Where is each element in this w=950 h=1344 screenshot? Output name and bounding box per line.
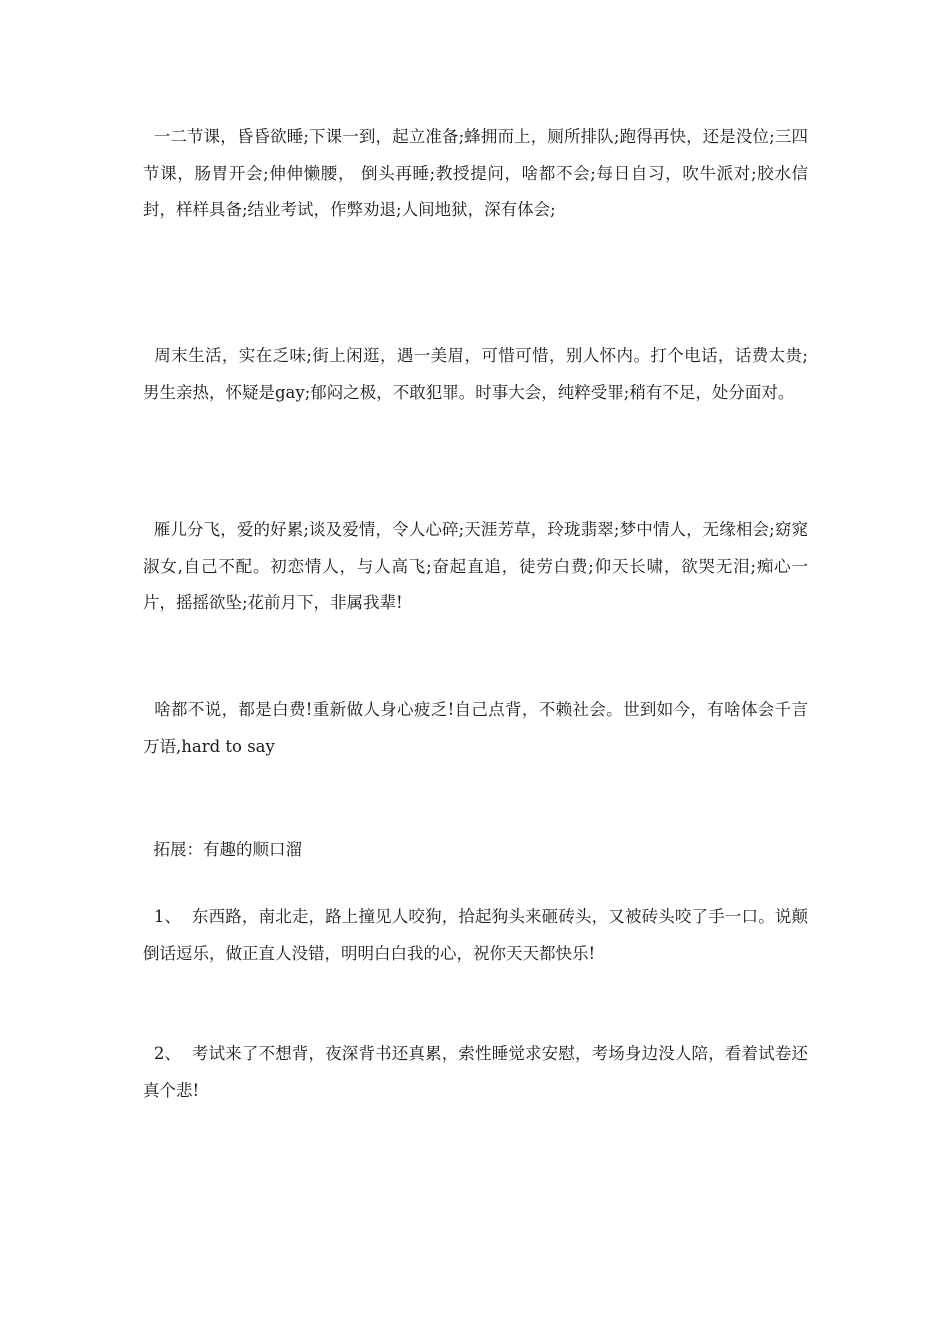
paragraph-conclusion: 啥都不说，都是白费!重新做人身心疲乏!自己点背，不赖社会。世到如今，有啥体会千言万语,hard to say (143, 700, 808, 756)
list-item-1: 1、 东西路，南北走，路上撞见人咬狗，拾起狗头来砸砖头，又被砖头咬了手一口。说颠倒话逗乐，做正直人没错，明明白白我的心，祝你天天都快乐! (143, 907, 808, 963)
list-item-2: 2、 考试来了不想背，夜深背书还真累，索性睡觉求安慰，考场身边没人陪，看着试卷还真个悲! (143, 1044, 808, 1100)
paragraph-class-schedule: 一二节课，昏昏欲睡;下课一到，起立准备;蜂拥而上，厕所排队;跑得再快，还是没位;三四节课，肠胃开会;伸伸懒腰， 倒头再睡;教授提问，啥都不会;每日自习，吹牛派对;胶水信封，样样具备;结业考试，作弊劝退;人间地狱，深有体会; (143, 127, 808, 219)
section-heading-extension: 拓展：有趣的顺口溜 (143, 840, 302, 859)
paragraph-love: 雁儿分飞，爱的好累;谈及爱情，令人心碎;天涯芳草，玲珑翡翠;梦中情人，无缘相会;窈窕淑女,自己不配。初恋情人，与人高飞;奋起直追，徒劳白费;仰天长啸，欲哭无泪;痴心一片，摇摇欲坠;花前月下，非属我辈! (143, 520, 808, 612)
paragraph-weekend-life: 周末生活，实在乏味;街上闲逛，遇一美眉，可惜可惜，别人怀内。打个电话，话费太贵;男生亲热，怀疑是gay;郁闷之极，不敢犯罪。时事大会，纯粹受罪;稍有不足，处分面对。 (143, 346, 808, 402)
